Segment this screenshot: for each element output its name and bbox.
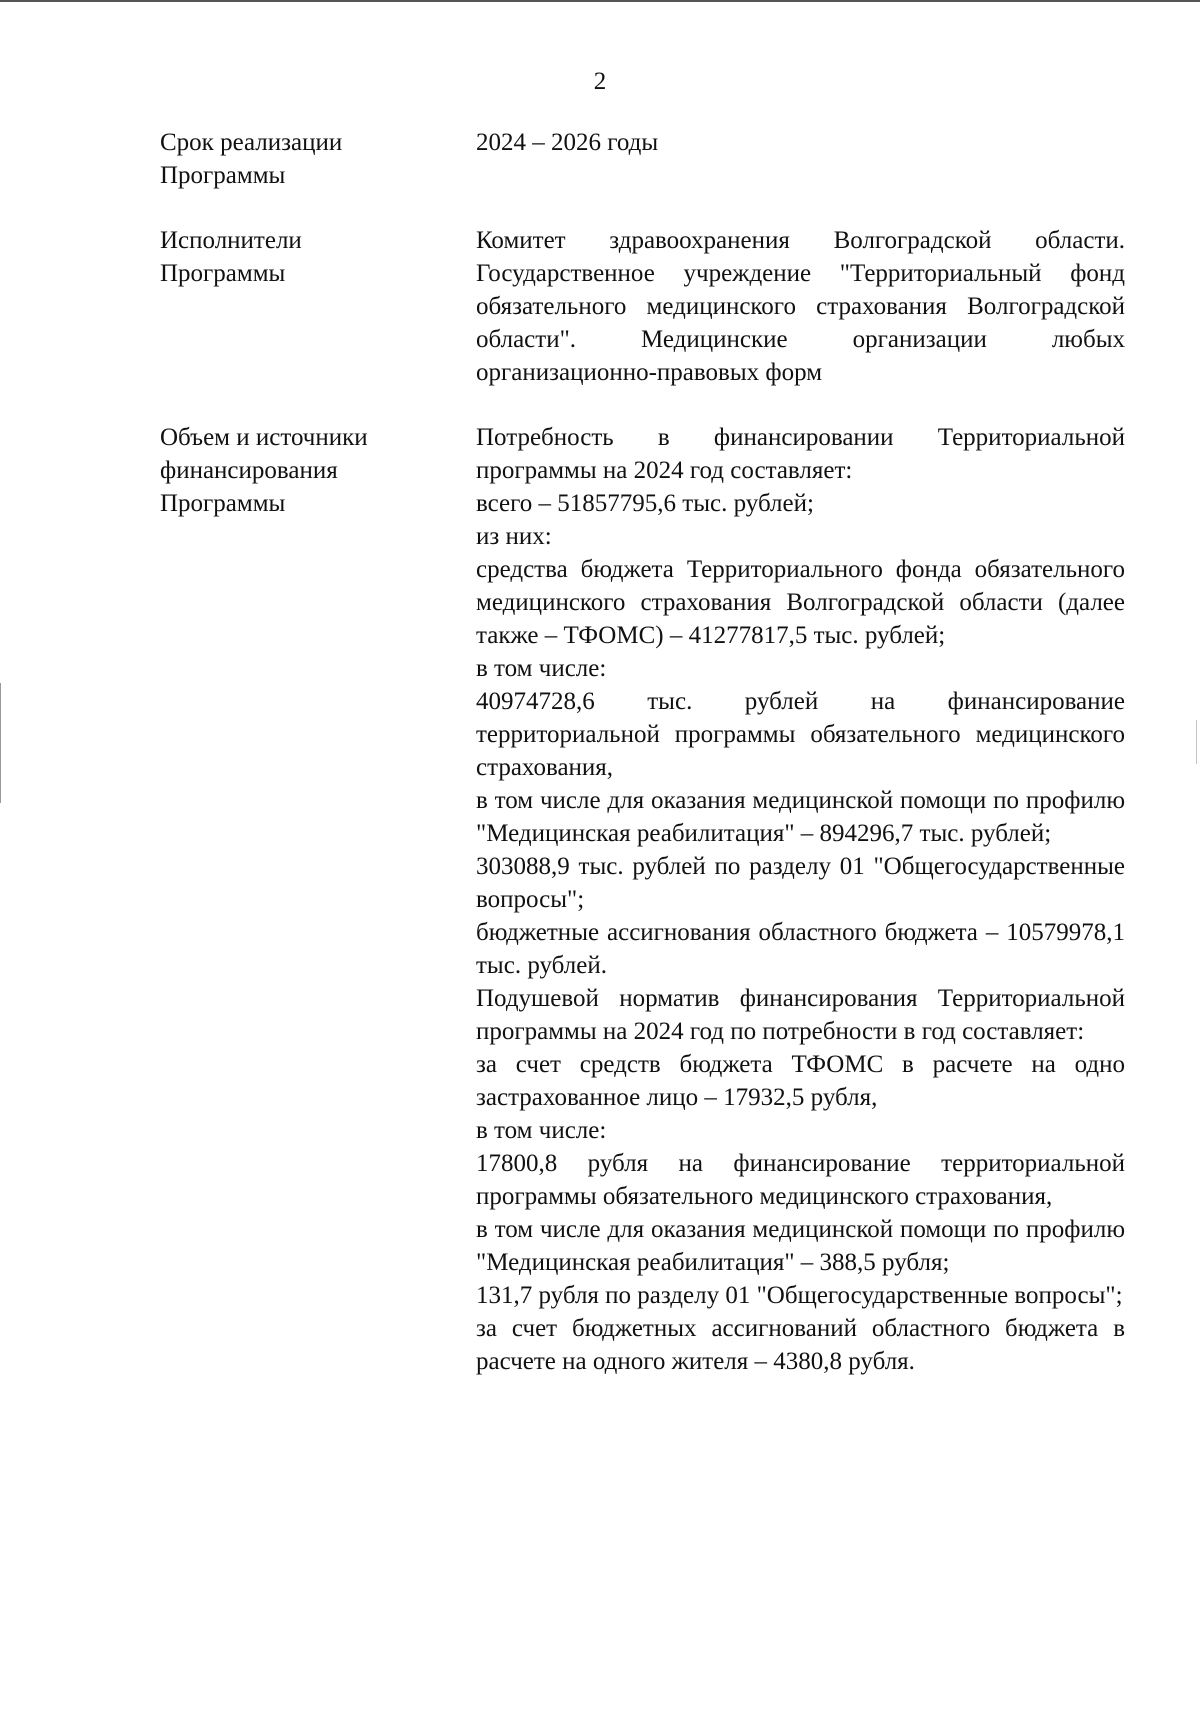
page-top-edge <box>0 0 1200 2</box>
paragraph: в том числе для оказания медицинской помощи по профилю "Медицинская реабилитация" – 894296,7 тыс. рублей; <box>476 787 1125 847</box>
paragraph: за счет средств бюджета ТФОМС в расчете на одно застрахованное лицо – 17932,5 рубля, <box>476 1051 1125 1111</box>
paragraph: 131,7 рубля по разделу 01 "Общегосударственные вопросы"; <box>476 1282 1123 1309</box>
row-content <box>476 421 1125 1378</box>
row-label: Исполнители Программы <box>160 227 302 287</box>
paragraph: всего – 51857795,6 тыс. рублей; <box>476 490 814 517</box>
paragraph: в том числе: <box>476 655 607 682</box>
paragraph: 40974728,6 тыс. рублей на финансирование территориальной программы обязательного медицинского страхования, <box>476 688 1125 781</box>
paragraph: за счет бюджетных ассигнований областного бюджета в расчете на одного жителя – 4380,8 рубля. <box>476 1315 1125 1375</box>
row-content <box>476 224 1125 389</box>
paragraph: в том числе для оказания медицинской помощи по профилю "Медицинская реабилитация" – 388,5 рубля; <box>476 1216 1125 1276</box>
row-content <box>476 126 1125 159</box>
paragraph: бюджетные ассигнования областного бюджета – 10579978,1 тыс. рублей. <box>476 919 1125 979</box>
paragraph: в том числе: <box>476 1117 607 1144</box>
paragraph: 2024 – 2026 годы <box>476 129 659 156</box>
row-label: Срок реализации Программы <box>160 129 343 189</box>
paragraph: из них: <box>476 523 552 550</box>
paragraph: 303088,9 тыс. рублей по разделу 01 "Общегосударственные вопросы"; <box>476 853 1125 913</box>
paragraph: 17800,8 рубля на финансирование территориальной программы обязательного медицинского страхования, <box>476 1150 1125 1210</box>
paragraph: средства бюджета Территориального фонда обязательного медицинского страхования Волгоградской области (далее также – ТФОМС) – 41277817,5 тыс. рублей; <box>476 556 1125 649</box>
paragraph: Подушевой норматив финансирования Территориальной программы на 2024 год по потребности в год составляет: <box>476 985 1125 1045</box>
paragraph: Комитет здравоохранения Волгоградской области. Государственное учреждение "Территориальный фонд обязательного медицинского страхования Волгоградской области". Медицинские организации любых организационно-правовых форм <box>476 227 1125 386</box>
scan-mark-right <box>1196 720 1197 764</box>
row-label: Объем и источники финансирования Программы <box>160 424 368 517</box>
paragraph: Потребность в финансировании Территориальной программы на 2024 год составляет: <box>476 424 1125 484</box>
scan-mark-left <box>0 683 1 803</box>
page-number: 2 <box>593 68 607 95</box>
